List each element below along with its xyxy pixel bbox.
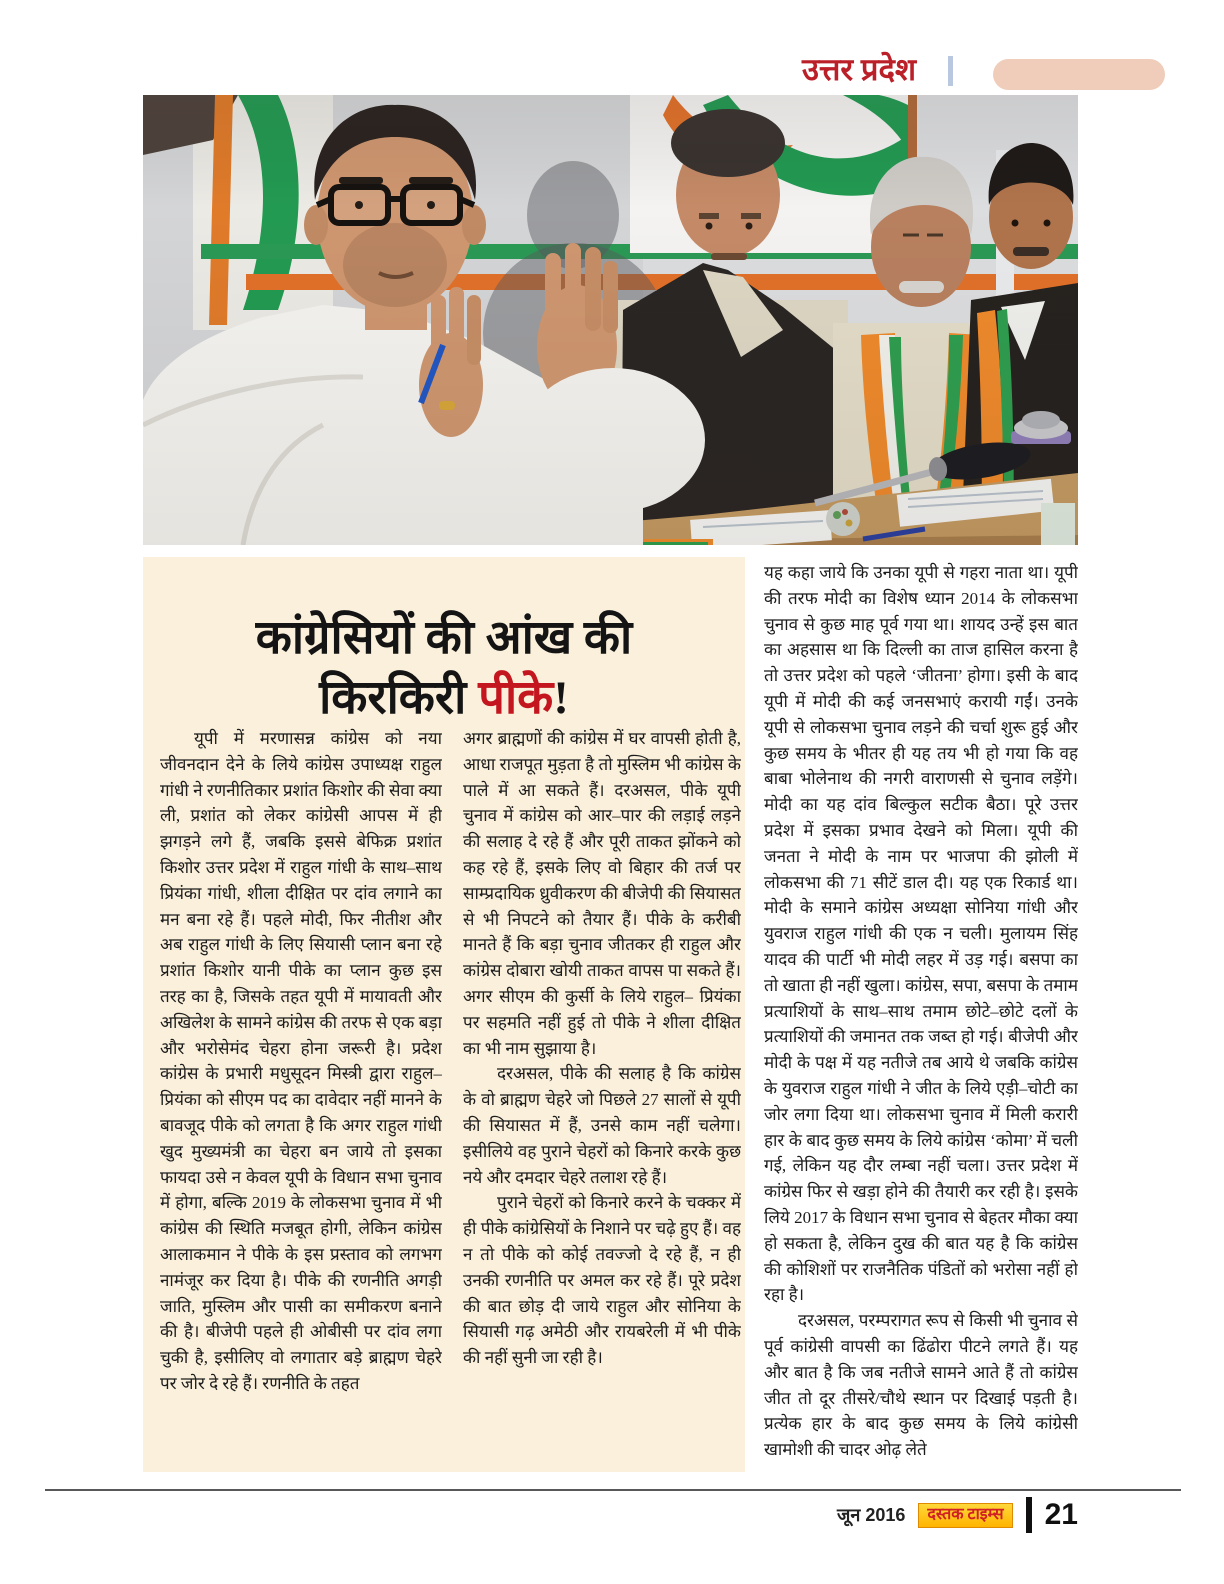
press-conference-photo [143,95,1078,545]
footer-divider-bar [1026,1497,1032,1533]
article-title [143,608,745,728]
article-column-2 [463,726,741,1448]
paragraph: अगर ब्राह्मणों की कांग्रेस में घर वापसी होती है, आधा राजपूत मुड़ता है तो मुस्लिम भी कांग्रेस के पाले में आ सकते हैं। दरअसल, पीके यूपी चुनाव में कांग्रेस को आर–पार की लड़ाई लड़ने की सलाह दे रहे हैं और पूरी ताकत झोंकने को कह रहे हैं, इसके लिए वो बिहार की तर्ज पर साम्प्रदायिक ध्रुवीकरण की बीजेपी की सियासत से भी निपटने को तैयार हैं। पीके के करीबी मानते हैं कि बड़ा चुनाव जीतकर ही राहुल और कांग्रेस दोबारा खोयी ताकत वापस पा सकते हैं। अगर सीएम की कुर्सी के लिये राहुल– प्रियंका पर सहमति नहीं हुई तो पीके ने शीला दीक्षित का भी नाम सुझाया है। [463,729,741,1058]
title-line1: कांग्रेसियों की आंख की [255,612,633,665]
paragraph: यूपी में मरणासन्न कांग्रेस को नया जीवनदान देने के लिये कांग्रेस उपाध्यक्ष राहुल गांधी ने रणनीतिकार प्रशांत किशोर की सेवा क्या ली, प्रशांत को लेकर कांग्रेसी आपस में ही झगड़ने लगे हैं, जबकि इससे बेफिक्र प्रशांत किशोर उत्तर प्रदेश में राहुल गांधी के साथ–साथ प्रियंका गांधी, शीला दीक्षित पर दांव लगाने का मन बना रहे हैं। पहले मोदी, फिर नीतीश और अब राहुल गांधी के लिए सियासी प्लान बना रहे प्रशांत किशोर यानी पीके का प्लान कुछ इस तरह का है, जिसके तहत यूपी में मायावती और अखिलेश के सामने कांग्रेस की तरफ से एक बड़ा और भरोसेमंद चेहरा होना जरूरी है। प्रदेश कांग्रेस के प्रभारी मधुसूदन मिस्त्री द्वारा राहुल–प्रियंका को सीएम पद का दावेदार नहीं मानने के बावजूद पीके को लगता है कि अगर राहुल गांधी खुद मुख्यमंत्री का चेहरा बन जाये तो इसका फायदा उसे न केवल यूपी के विधान सभा चुनाव में होगा, बल्कि 2019 के लोकसभा चुनाव में भी कांग्रेस की स्थिति मजबूत होगी, लेकिन कांग्रेस आलाकमान ने पीके के इस प्रस्ताव को लगभग नामंजूर कर दिया है। पीके की रणनीति अगड़ी जाति, मुस्लिम और पासी का समीकरण बनाने की है। बीजेपी पहले ही ओबीसी पर दांव लगा चुकी है, इसीलिए वो लगातार बड़े ब्राह्मण चेहरे पर जोर दे रहे हैं। रणनीति के तहत [160,729,442,1393]
section-label: उत्तर प्रदेश [802,52,917,87]
paragraph: दरअसल, परम्परागत रूप से किसी भी चुनाव से पूर्व कांग्रेसी वापसी का ढिंढोरा पीटने लगते हैं। यह और बात है कि जब नतीजे सामने आते हैं तो कांग्रेस जीत तो दूर तीसरे/चौथे स्थान पर दिखाई पड़ती है। प्रत्येक हार के बाद कुछ समय के लिये कांग्रेसी खामोशी की चादर ओढ़ लेते [764,1311,1078,1460]
footer-rule [45,1489,1181,1491]
article-column-1 [160,726,442,1448]
magazine-logo: दस्तक टाइम्स [918,1503,1012,1528]
paragraph: दरअसल, पीके की सलाह है कि कांग्रेस के वो ब्राह्मण चेहरे जो पिछले 27 सालों से यूपी की सियासत में हैं, उनसे काम नहीं चलेगा। इसीलिये वह पुराने चेहरों को किनारे करके कुछ नये और दमदार चेहरे तलाश रहे हैं। [463,1064,741,1187]
title-line2-red: पीके [478,672,554,725]
paragraph: यह कहा जाये कि उनका यूपी से गहरा नाता था। यूपी की तरफ मोदी का विशेष ध्यान 2014 के लोकसभा चुनाव से कुछ माह पूर्व गया था। शायद उन्हें इस बात का अहसास था कि दिल्ली का ताज हासिल करना है तो उत्तर प्रदेश को पहले ‘जीतना’ होगा। इसी के बाद यूपी में मोदी की कई जनसभाएं करायी गईं। उनके यूपी से लोकसभा चुनाव लड़ने की चर्चा शुरू हुई और कुछ समय के भीतर ही यह तय भी हो गया कि वह बाबा भोलेनाथ की नगरी वाराणसी से चुनाव लड़ेंगे। मोदी का यह दांव बिल्कुल सटीक बैठा। पूरे उत्तर प्रदेश में इसका प्रभाव देखने को मिला। यूपी की जनता ने मोदी के नाम पर भाजपा की झोली में लोकसभा की 71 सीटें डाल दी। यह एक रिकार्ड था। मोदी के समाने कांग्रेस अध्यक्षा सोनिया गांधी और युवराज राहुल गांधी की एक न चली। मुलायम सिंह यादव की पार्टी भी मोदी लहर में उड़ गई। बसपा का तो खाता ही नहीं खुला। कांग्रेस, सपा, बसपा के तमाम प्रत्याशियों के साथ–साथ तमाम छोटे–छोटे दलों के प्रत्याशियों की जमानत तक जब्त हो गई। बीजेपी और मोदी के पक्ष में यह नतीजे तब आये थे जबकि कांग्रेस के युवराज राहुल गांधी ने जीत के लिये एड़ी–चोटी का जोर लगा दिया था। लोकसभा चुनाव में मिली करारी हार के बाद कुछ समय के लिये कांग्रेस ‘कोमा’ में चली गई, लेकिन यह दौर लम्बा नहीं चला। उत्तर प्रदेश में कांग्रेस फिर से खड़ा होने की तैयारी कर रही है। इसके लिये 2017 के विधान सभा चुनाव से बेहतर मौका क्या हो सकता है, लेकिन दुख की बात यह है कि कांग्रेस की कोशिशों पर राजनैतिक पंडितों को भरोसा नहीं हो रहा है। [764,563,1078,1305]
photo-illustration [143,95,1078,545]
title-line2-black: किरकिरी [319,672,467,725]
header-divider [948,56,953,86]
article-column-3 [764,560,1078,1468]
footer [837,1497,1078,1533]
header-pill [993,59,1165,90]
page-number: 21 [1044,1498,1078,1531]
title-exclamation: ! [553,672,569,725]
paragraph: पुराने चेहरों को किनारे करने के चक्कर में ही पीके कांग्रेसियों के निशाने पर चढ़े हुए हैं। वह न तो पीके को कोई तवज्जो दे रहे हैं, न ही उनकी रणनीति पर अमल कर रहे हैं। पूरे प्रदेश की बात छोड़ दी जाये राहुल और सोनिया के सियासी गढ़ अमेठी और रायबरेली में भी पीके की नहीं सुनी जा रही है। [463,1193,741,1368]
footer-date: जून 2016 [837,1505,906,1525]
